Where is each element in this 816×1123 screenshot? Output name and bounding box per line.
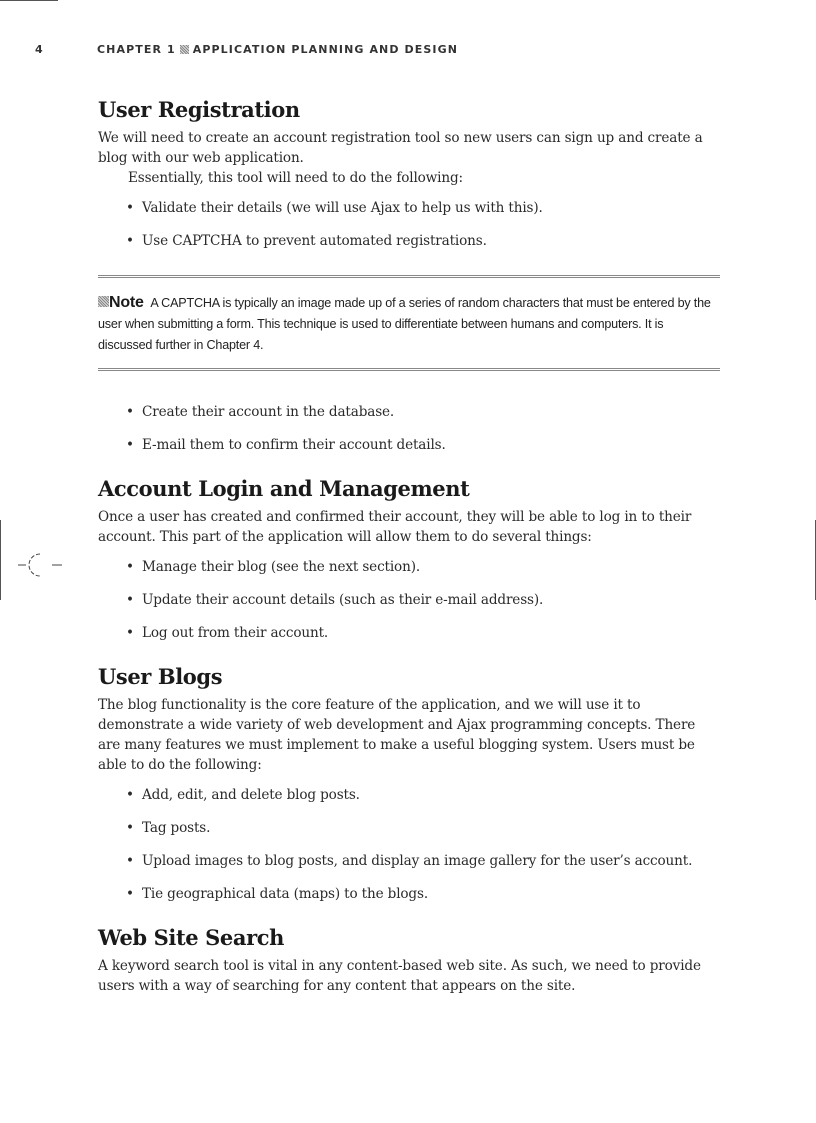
heading-user-registration: User Registration (98, 97, 300, 122)
list-item-text: Upload images to blog posts, and display an image gallery for the user’s account. (142, 853, 693, 869)
bullet-list (98, 198, 720, 251)
bullet-list (98, 785, 720, 904)
list-item (98, 851, 720, 871)
bullet-icon: • (126, 820, 134, 836)
bullet-icon: • (126, 404, 134, 420)
running-head (35, 43, 458, 56)
list-item (98, 590, 720, 610)
bullet-icon: • (126, 853, 134, 869)
section-web-site-search (98, 922, 720, 996)
heading-web-site-search: Web Site Search (98, 925, 284, 950)
list-item (98, 231, 720, 251)
page-content (98, 94, 720, 996)
note-label: Note (109, 294, 144, 311)
paragraph: Essentially, this tool will need to do the following: (128, 170, 463, 186)
section-account-login (98, 473, 720, 643)
heading-user-blogs: User Blogs (98, 664, 223, 689)
chapter-label: CHAPTER 1 (97, 43, 176, 56)
bullet-icon: • (126, 886, 134, 902)
list-item (98, 623, 720, 643)
page-number: 4 (35, 43, 44, 56)
list-item-text: Create their account in the database. (142, 404, 395, 420)
bullet-icon: • (126, 559, 134, 575)
registration-mark-icon (18, 551, 62, 579)
list-item-text: E-mail them to confirm their account details. (142, 437, 446, 453)
bullet-icon: • (126, 233, 134, 249)
list-item (98, 884, 720, 904)
section-user-registration (98, 94, 720, 455)
note-box (98, 275, 720, 371)
bullet-icon: • (126, 787, 134, 803)
list-item-text: Update their account details (such as their e-mail address). (142, 592, 544, 608)
paragraph: We will need to create an account registration tool so new users can sign up and create a blog with our web application. (98, 130, 703, 166)
list-item-text: Tag posts. (142, 820, 211, 836)
bullet-icon: • (126, 437, 134, 453)
list-item-text: Tie geographical data (maps) to the blogs. (142, 886, 428, 902)
bullet-icon: • (126, 592, 134, 608)
bullet-icon: • (126, 625, 134, 641)
bullet-list (98, 557, 720, 643)
list-item-text: Add, edit, and delete blog posts. (142, 787, 360, 803)
heading-account-login: Account Login and Management (98, 476, 470, 501)
note-square-icon (98, 296, 109, 307)
list-item-text: Use CAPTCHA to prevent automated registrations. (142, 233, 487, 249)
list-item-text: Log out from their account. (142, 625, 329, 641)
paragraph: The blog functionality is the core feature of the application, and we will use it to demonstrate a wide variety of web development and Ajax programming concepts. There are many features we must implement to make a useful blogging system. Users must be able to do the following: (98, 697, 696, 773)
bullet-list (98, 402, 720, 455)
section-user-blogs (98, 661, 720, 904)
crop-mark-top (0, 0, 58, 1)
crop-mark-left (0, 520, 1, 600)
list-item (98, 402, 720, 422)
paragraph: Once a user has created and confirmed their account, they will be able to log in to their account. This part of the application will allow them to do several things: (98, 509, 692, 545)
list-item (98, 818, 720, 838)
bullet-icon: • (126, 200, 134, 216)
list-item (98, 198, 720, 218)
chapter-title: APPLICATION PLANNING AND DESIGN (192, 43, 459, 56)
list-item (98, 785, 720, 805)
list-item-text: Manage their blog (see the next section). (142, 559, 421, 575)
note-text: A CAPTCHA is typically an image made up of a series of random characters that must be entered by the user when submitting a form. This technique is used to differentiate between humans and computers. It is discussed further in Chapter 4. (98, 296, 711, 352)
list-item-text: Validate their details (we will use Ajax to help us with this). (142, 200, 543, 216)
paragraph: A keyword search tool is vital in any content-based web site. As such, we need to provide users with a way of searching for any content that appears on the site. (98, 958, 701, 994)
square-separator-icon (180, 45, 189, 54)
list-item (98, 557, 720, 577)
list-item (98, 435, 720, 455)
